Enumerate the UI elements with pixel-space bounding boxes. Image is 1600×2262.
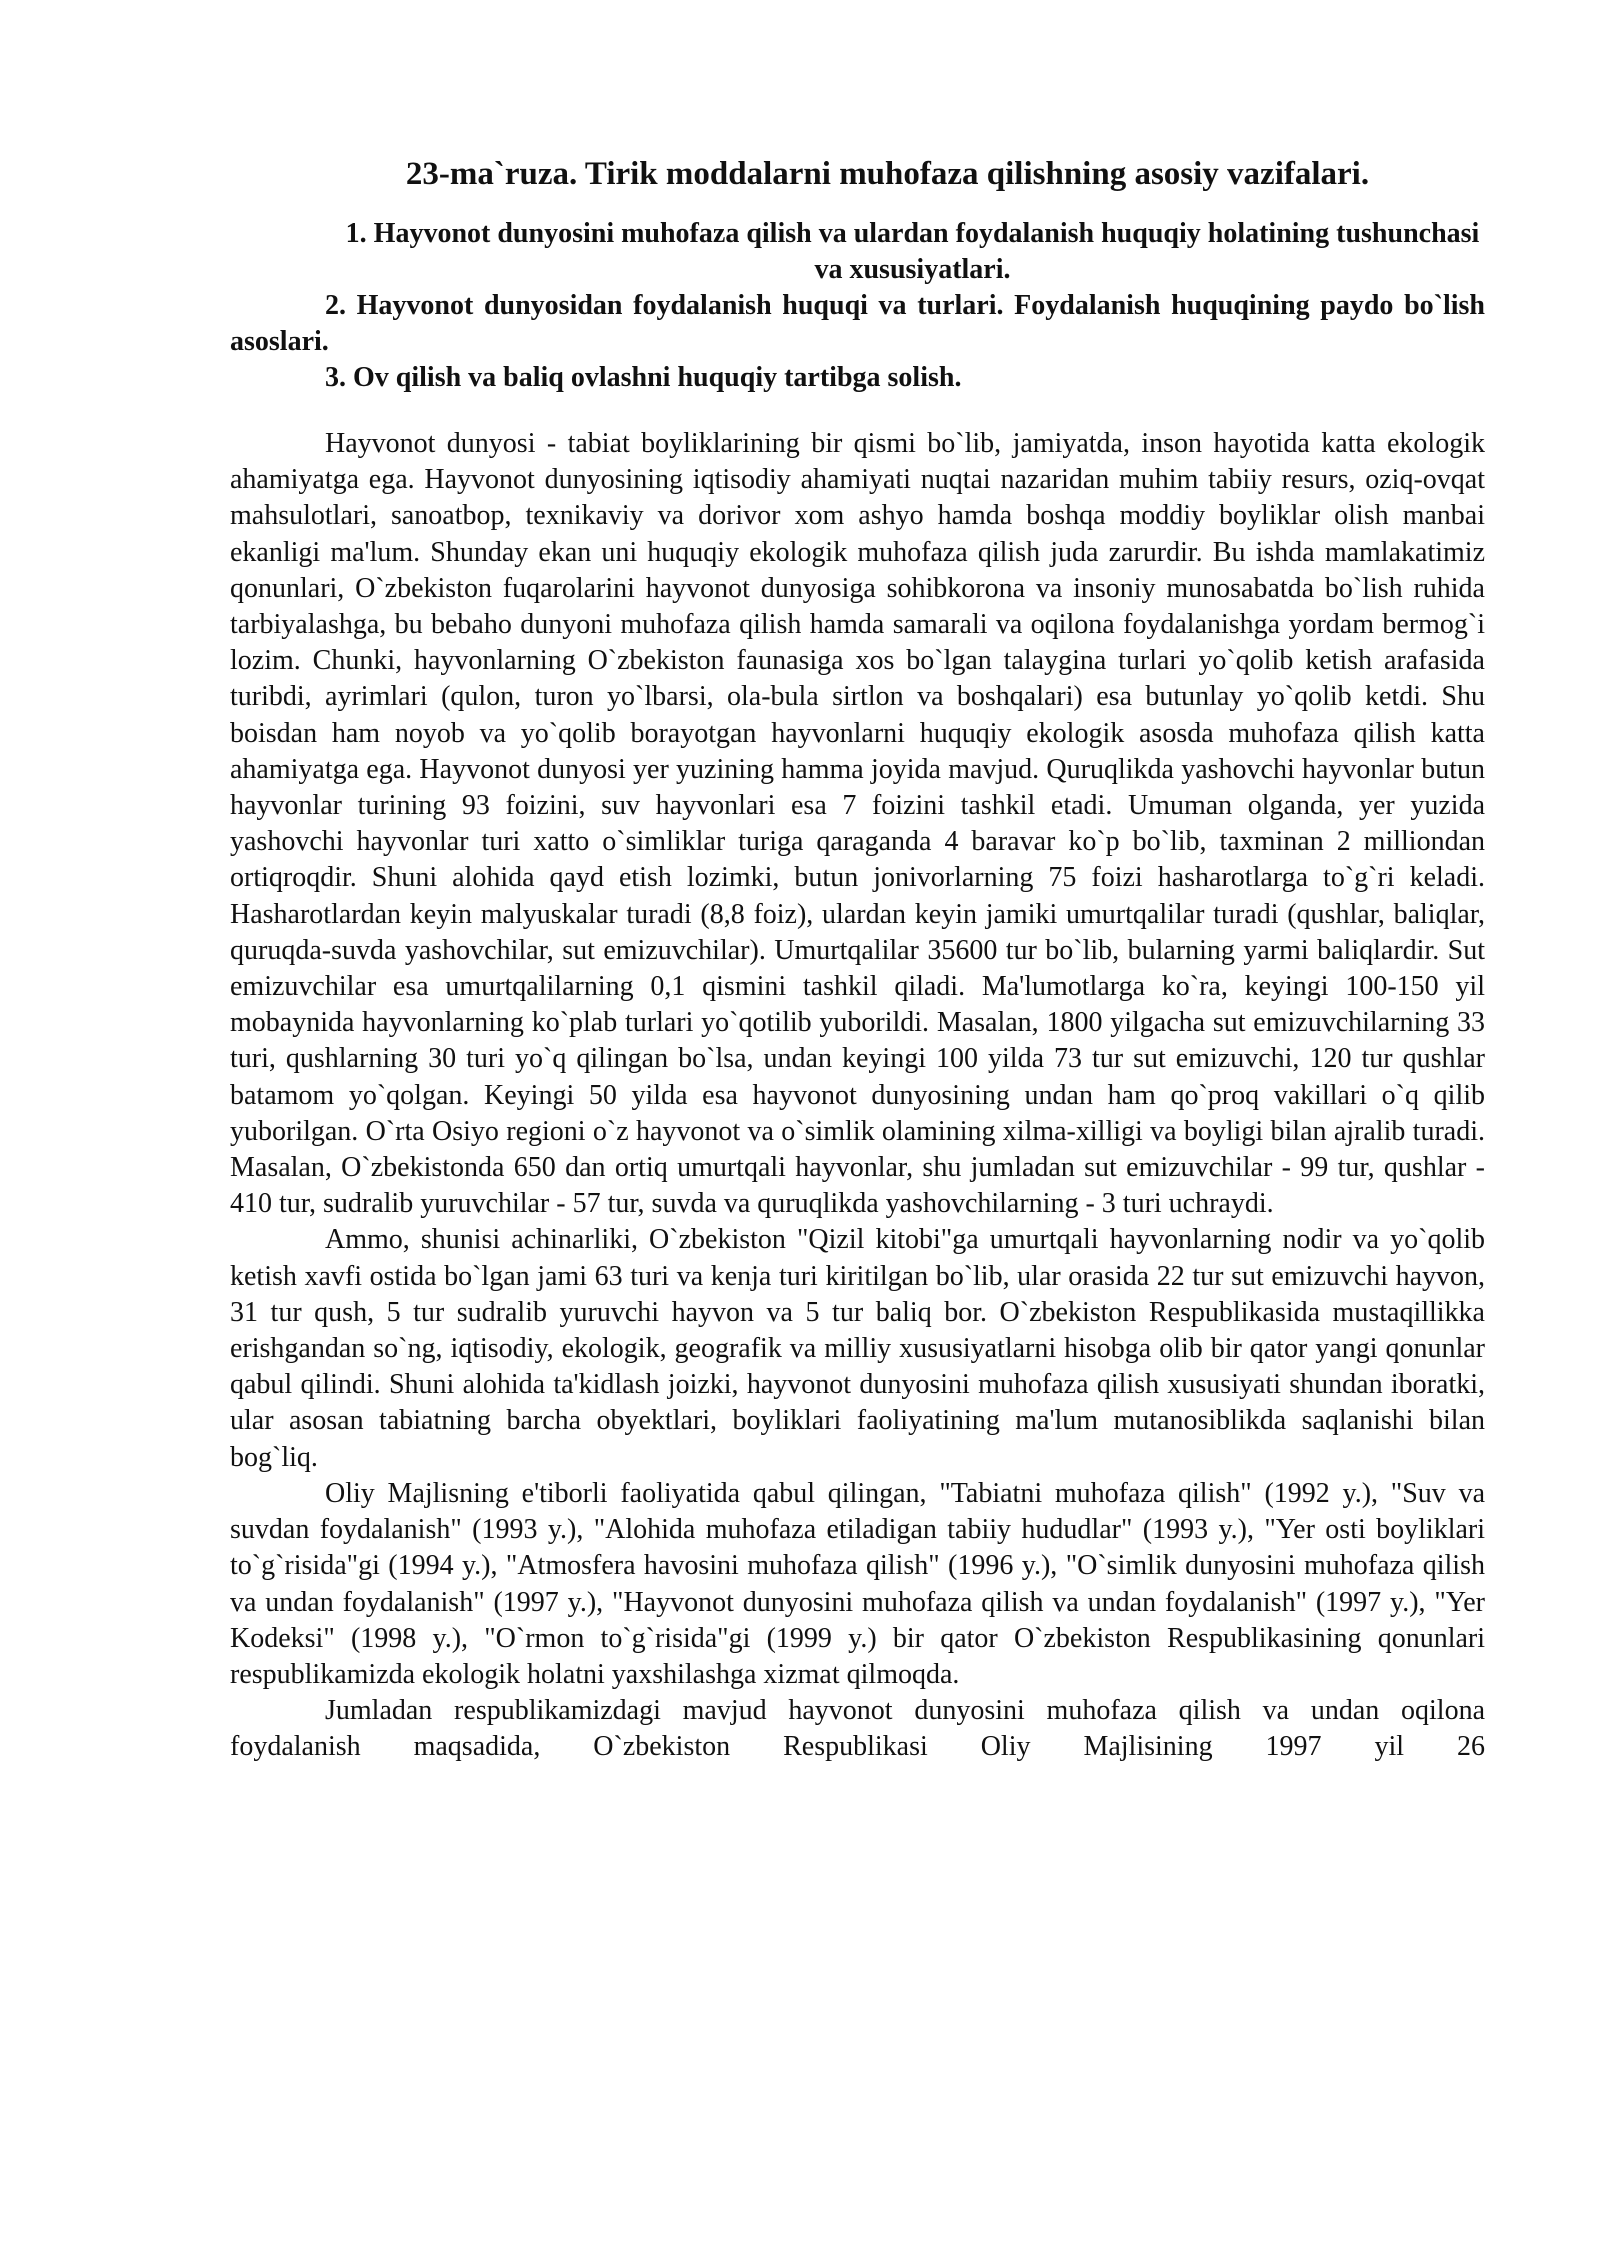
topic-item-2: 2. Hayvonot dunyosidan foydalanish huquqi va turlari. Foydalanish huquqining paydo bo`lish asoslari.	[230, 290, 1485, 357]
paragraph-2: Ammo, shunisi achinarliki, O`zbekiston "Qizil kitobi"ga umurtqali hayvonlarning nodir va yo`qolib ketish xavfi ostida bo`lgan jami 63 turi va kenja turi kiritilgan bo`lib, ular orasida 22 tur sut emizuvchi hayvon, 31 tur qush, 5 tur sudralib yuruvchi hayvon va 5 tur baliq bor. O`zbekiston Respublikasida mustaqillikka erishgandan so`ng, iqtisodiy, ekologik, geografik va milliy xususiyatlarni hisobga olib bir qator yangi qonunlar qabul qilindi. Shuni alohida ta'kidlash joizki, hayvonot dunyosini muhofaza qilish xususiyati shundan iboratki, ular asosan tabiatning barcha obyektlari, boyliklari faoliyatining ma'lum mutanosiblikda saqlanishi bilan bog`liq.	[230, 1224, 1485, 1473]
topic-list	[230, 216, 1485, 396]
paragraph-4: Jumladan respublikamizdagi mavjud hayvonot dunyosini muhofaza qilish va undan oqilona foydalanish maqsadida, O`zbekiston Respublikasi Oliy Majlisining 1997 yil 26	[230, 1695, 1485, 1763]
paragraph-3: Oliy Majlisning e'tiborli faoliyatida qabul qilingan, "Tabiatni muhofaza qilish" (1992 y.), "Suv va suvdan foydalanish" (1993 y.), "Alohida muhofaza etiladigan tabiiy hududlar" (1993 y.), "Yer osti boyliklari to`g`risida"gi (1994 y.), "Atmosfera havosini muhofaza qilish" (1996 y.), "O`simlik dunyosini muhofaza qilish va undan foydalanish" (1997 y.), "Hayvonot dunyosini muhofaza qilish va undan foydalanish" (1997 y.), "Yer Kodeksi" (1998 y.), "O`rmon to`g`risida"gi (1999 y.) bir qator O`zbekiston Respublikasining qonunlari respublikamizda ekologik holatni yaxshilashga xizmat qilmoqda.	[230, 1477, 1485, 1690]
topic-item-1: 1. Hayvonot dunyosini muhofaza qilish va ulardan foydalanish huquqiy holatining tushunchasi va xususiyatlari.	[345, 218, 1480, 285]
body-text	[230, 426, 1485, 1766]
lecture-title: 23-ma`ruza. Tirik moddalarni muhofaza qilishning asosiy vazifalari.	[405, 156, 1370, 192]
paragraph-1: Hayvonot dunyosi - tabiat boyliklarining bir qismi bo`lib, jamiyatda, inson hayotida katta ekologik ahamiyatga ega. Hayvonot dunyosining iqtisodiy ahamiyati nuqtai nazaridan muhim tabiiy resurs, oziq-ovqat mahsulotlari, sanoatbop, texnikaviy va dorivor xom ashyo hamda boshqa moddiy boyliklar olish manbai ekanligi ma'lum. Shunday ekan uni huquqiy ekologik muhofaza qilish juda zarurdir. Bu ishda mamlakatimiz qonunlari, O`zbekiston fuqarolarini hayvonot dunyosiga sohibkorona va insoniy munosabatda bo`lish ruhida tarbiyalashga, bu bebaho dunyoni muhofaza qilish hamda samarali va oqilona foydalanishga yordam bermog`i lozim. Chunki, hayvonlarning O`zbekiston faunasiga xos bo`lgan talaygina turlari yo`qolib ketish arafasida turibdi, ayrimlari (qulon, turon yo`lbarsi, ola-bula sirtlon va boshqalari) esa butunlay yo`qolib ketdi. Shu boisdan ham noyob va yo`qolib borayotgan hayvonlarni huquqiy ekologik asosda muhofaza qilish katta ahamiyatga ega. Hayvonot dunyosi yer yuzining hamma joyida mavjud. Quruqlikda yashovchi hayvonlar butun hayvonlar turining 93 foizini, suv hayvonlari esa 7 foizini tashkil etadi. Umuman olganda, yer yuzida yashovchi hayvonlar turi xatto o`simliklar turiga qaraganda 4 baravar ko`p bo`lib, taxminan 2 milliondan ortiqroqdir. Shuni alohida qayd etish lozimki, butun jonivorlarning 75 foizi hasharotlarga to`g`ri keladi. Hasharotlardan keyin malyuskalar turadi (8,8 foiz), ulardan keyin jamiki umurtqalilar turadi (qushlar, baliqlar, quruqda-suvda yashovchilar, sut emizuvchilar). Umurtqalilar 35600 tur bo`lib, bularning yarmi baliqlardir. Sut emizuvchilar esa umurtqalilarning 0,1 qismini tashkil qiladi. Ma'lumotlarga ko`ra, keyingi 100-150 yil mobaynida hayvonlarning ko`plab turlari yo`qotilib yuborildi. Masalan, 1800 yilgacha sut emizuvchilarning 33 turi, qushlarning 30 turi yo`q qilingan bo`lsa, undan keyingi 100 yilda 73 tur sut emizuvchi, 120 tur qushlar batamom yo`qolgan. Keyingi 50 yilda esa hayvonot dunyosining undan ham qo`proq vakillari o`q qilib yuborilgan. O`rta Osiyo regioni o`z hayvonot va o`simlik olamining xilma-xilligi va boyligi bilan ajralib turadi. Masalan, O`zbekistonda 650 dan ortiq umurtqali hayvonlar, shu jumladan sut emizuvchilar - 99 tur, qushlar - 410 tur, sudralib yuruvchilar - 57 tur, suvda va quruqlikda yashovchilarning - 3 turi uchraydi.	[230, 428, 1485, 1220]
document-page	[230, 150, 1485, 1766]
topic-item-3: 3. Ov qilish va baliq ovlashni huquqiy tartibga solish.	[325, 362, 962, 393]
